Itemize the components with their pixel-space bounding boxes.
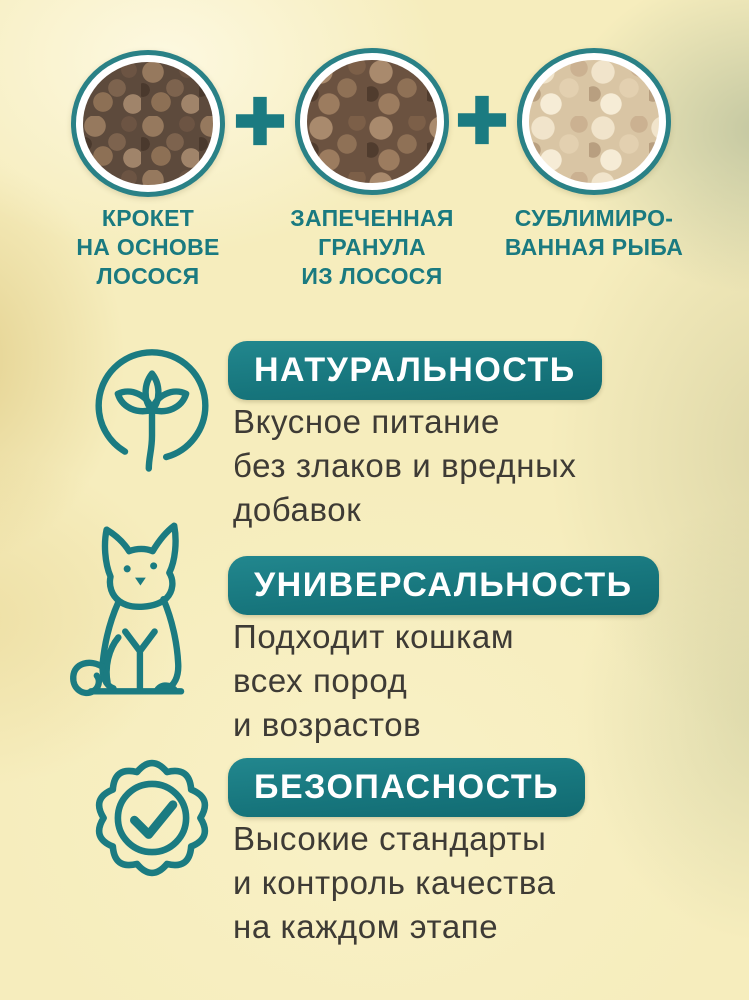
feature-text-line: и контроль качества: [233, 864, 556, 901]
feature-title-badge: НАТУРАЛЬНОСТЬ: [228, 341, 602, 400]
ingredient-caption-granule: [252, 204, 492, 291]
sprout-icon: [88, 342, 216, 482]
feature-title-badge: БЕЗОПАСНОСТЬ: [228, 758, 585, 817]
ingredient-circle-kibble: [71, 50, 225, 197]
ingredient-circle-granule: [295, 48, 449, 195]
caption-line: ГРАНУЛА: [318, 234, 426, 260]
feature-text-line: без злаков и вредных: [233, 447, 577, 484]
feature-text-line: добавок: [233, 491, 362, 528]
feature-text-line: всех пород: [233, 662, 408, 699]
feature-title-badge: УНИВЕРСАЛЬНОСТЬ: [228, 556, 659, 615]
feature-text: [233, 615, 514, 747]
feature-text-line: Вкусное питание: [233, 403, 500, 440]
award-seal-icon: [86, 752, 218, 884]
caption-line: КРОКЕТ: [101, 205, 195, 231]
feature-text: [233, 400, 577, 532]
ingredient-circle-fish: [517, 48, 671, 195]
feature-text: [233, 817, 556, 949]
plus-icon: [234, 95, 286, 147]
caption-line: ИЗ ЛОСОСЯ: [301, 263, 443, 289]
baked-granule-photo: [307, 60, 437, 183]
caption-line: ВАННАЯ РЫБА: [504, 234, 684, 260]
feature-text-line: и возрастов: [233, 706, 422, 743]
freeze-dried-fish-photo: [529, 60, 659, 183]
plus-icon: [456, 94, 508, 146]
caption-line: ЗАПЕЧЕННАЯ: [290, 205, 454, 231]
salmon-kibble-photo: [83, 62, 213, 185]
feature-text-line: на каждом этапе: [233, 908, 499, 945]
feature-text-line: Подходит кошкам: [233, 618, 515, 655]
cat-icon: [62, 512, 210, 708]
caption-line: ЛОСОСЯ: [96, 263, 200, 289]
caption-line: НА ОСНОВЕ: [76, 234, 220, 260]
ingredient-caption-kibble: [28, 204, 268, 291]
ingredient-caption-fish: [474, 204, 714, 262]
caption-line: СУБЛИМИРО-: [514, 205, 674, 231]
feature-text-line: Высокие стандарты: [233, 820, 547, 857]
